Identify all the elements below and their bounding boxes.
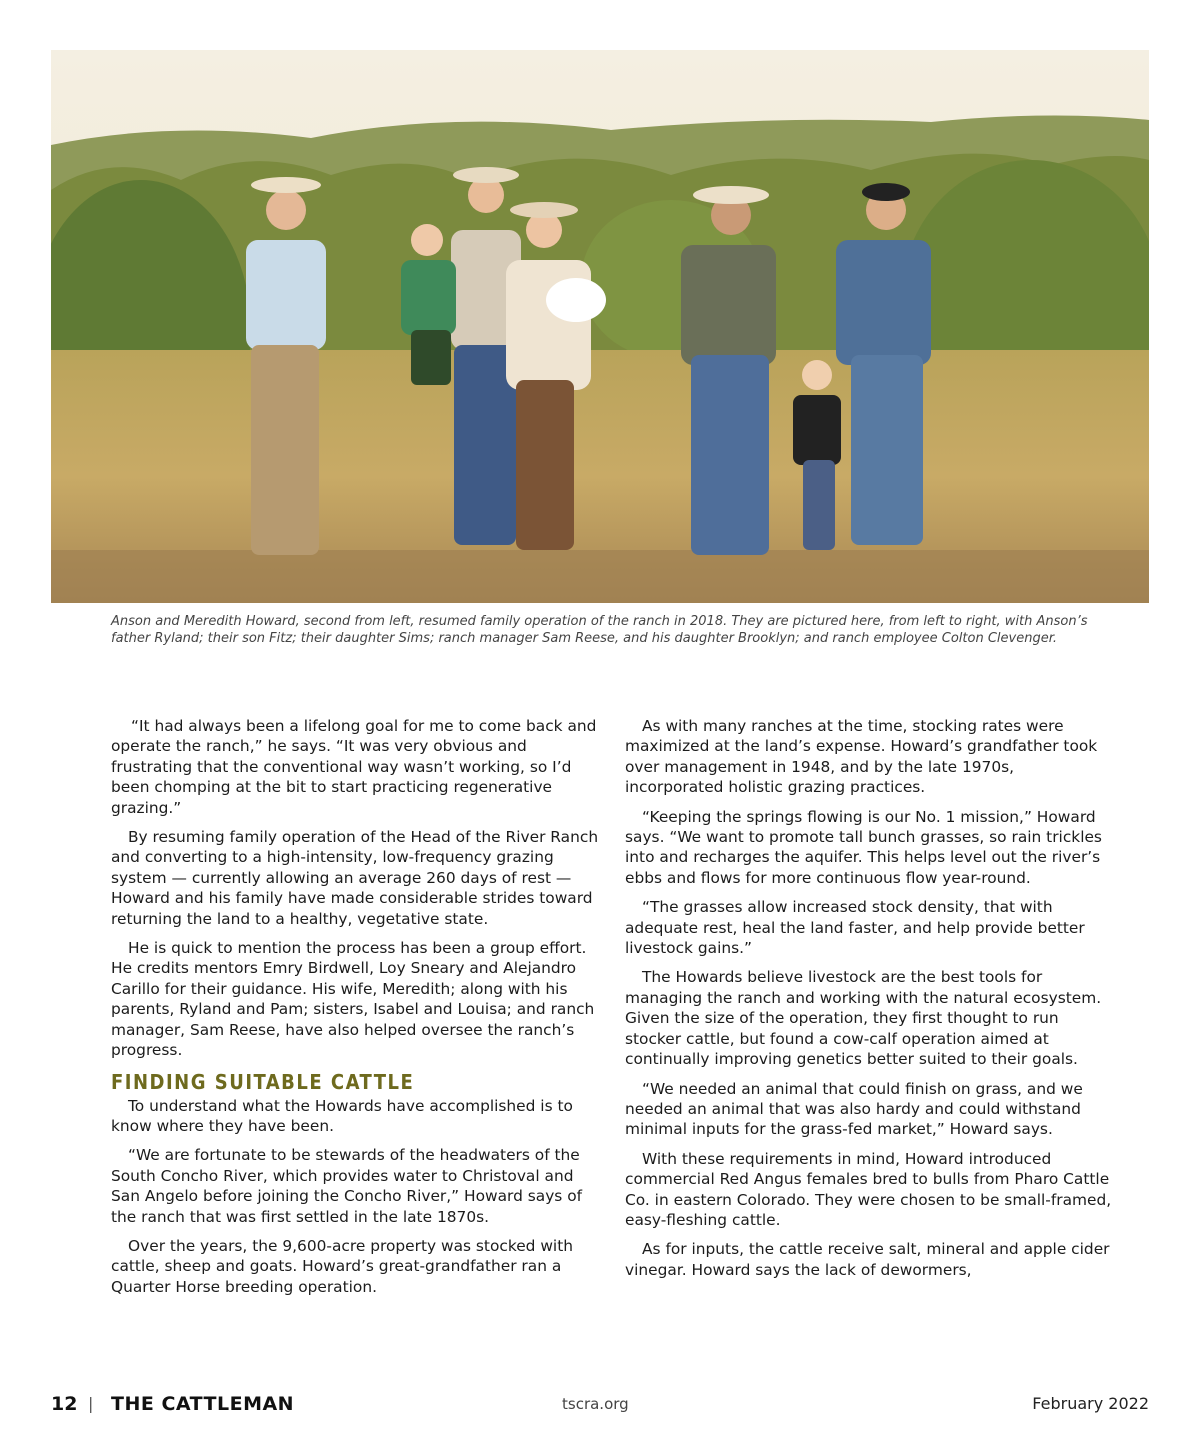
right-paragraph-2: “Keeping the springs flowing is our No. 1 mission,” Howard says. “We want to promote tall bunch grasses, so rain trickles into and recharges the aquifer. This helps level out the river’s ebbs and flows for more continuous flow year-round.	[625, 807, 1102, 887]
left-paragraph-6: Over the years, the 9,600-acre property was stocked with cattle, sheep and goats. Howard’s great-grandfather ran a Quarter Horse breeding operation.	[111, 1236, 573, 1296]
family-photo	[51, 50, 1149, 603]
left-paragraph-1: “It had always been a lifelong goal for me to come back and operate the ranch,” he says. “It was very obvious and frustrating that the conventional way wasn’t working, so I’d been chomping at the bit to start practicing regenerative grazing.”	[111, 717, 597, 817]
page-number: 12	[51, 1393, 78, 1415]
section-heading: FINDING SUITABLE CATTLE	[111, 1069, 415, 1094]
family-photo-illustration	[51, 50, 1149, 603]
website-link[interactable]: tscra.org	[562, 1395, 629, 1413]
left-paragraph-2: By resuming family operation of the Head of the River Ranch and converting to a high-intensity, low-frequency grazing system — currently allowing an average 260 days of rest — Howard and his family have made considerable strides toward returning the land to a healthy, vegetative state.	[111, 828, 599, 928]
right-paragraph-1: As with many ranches at the time, stocking rates were maximized at the land’s expense. Howard’s grandfather took over management in 1948, and by the late 1970s, incorporated holistic grazing practices.	[625, 717, 1098, 797]
right-paragraph-5: “We needed an animal that could finish on grass, and we needed an animal that was also hardy and could withstand minimal inputs for the grass-fed market,” Howard says.	[625, 1079, 1083, 1139]
left-column	[111, 716, 601, 1306]
right-paragraph-7: As for inputs, the cattle receive salt, mineral and apple cider vinegar. Howard says the lack of dewormers,	[625, 1240, 1110, 1279]
photo-caption: Anson and Meredith Howard, second from left, resumed family operation of the ranch in 2018. They are pictured here, from left to right, with Anson’s father Ryland; their son Fitz; their daughter Sims; ranch manager Sam Reese, and his daughter Brooklyn; and ranch employee Colton Clevenger.	[111, 614, 1088, 646]
page-footer	[0, 1393, 1200, 1417]
issue-date: February 2022	[1032, 1394, 1149, 1413]
left-paragraph-4: To understand what the Howards have accomplished is to know where they have been.	[111, 1096, 573, 1135]
left-paragraph-5: “We are fortunate to be stewards of the headwaters of the South Concho River, which provides water to Christoval and San Angelo before joining the Concho River,” Howard says of the ranch that was first settled in the late 1870s.	[111, 1146, 583, 1226]
footer-separator: |	[88, 1394, 94, 1413]
left-paragraph-3: He is quick to mention the process has been a group effort. He credits mentors Emry Birdwell, Loy Sneary and Alejandro Carillo for their guidance. His wife, Meredith; along with his parents, Ryland and Pam; sisters, Isabel and Louisa; and ranch manager, Sam Reese, have also helped oversee the ranch’s progress.	[111, 939, 595, 1060]
right-paragraph-3: “The grasses allow increased stock density, that with adequate rest, heal the land faster, and help provide better livestock gains.”	[625, 898, 1085, 958]
right-column	[625, 716, 1115, 1289]
magazine-title: THE CATTLEMAN	[111, 1393, 295, 1415]
right-paragraph-4: The Howards believe livestock are the best tools for managing the ranch and working with the natural ecosystem. Given the size of the operation, they first thought to run stocker cattle, but found a cow-calf operation aimed at continually improving genetics better suited to their goals.	[625, 968, 1102, 1069]
right-paragraph-6: With these requirements in mind, Howard introduced commercial Red Angus females bred to bulls from Pharo Cattle Co. in eastern Colorado. They were chosen to be small-framed, easy-fleshing cattle.	[625, 1149, 1112, 1229]
